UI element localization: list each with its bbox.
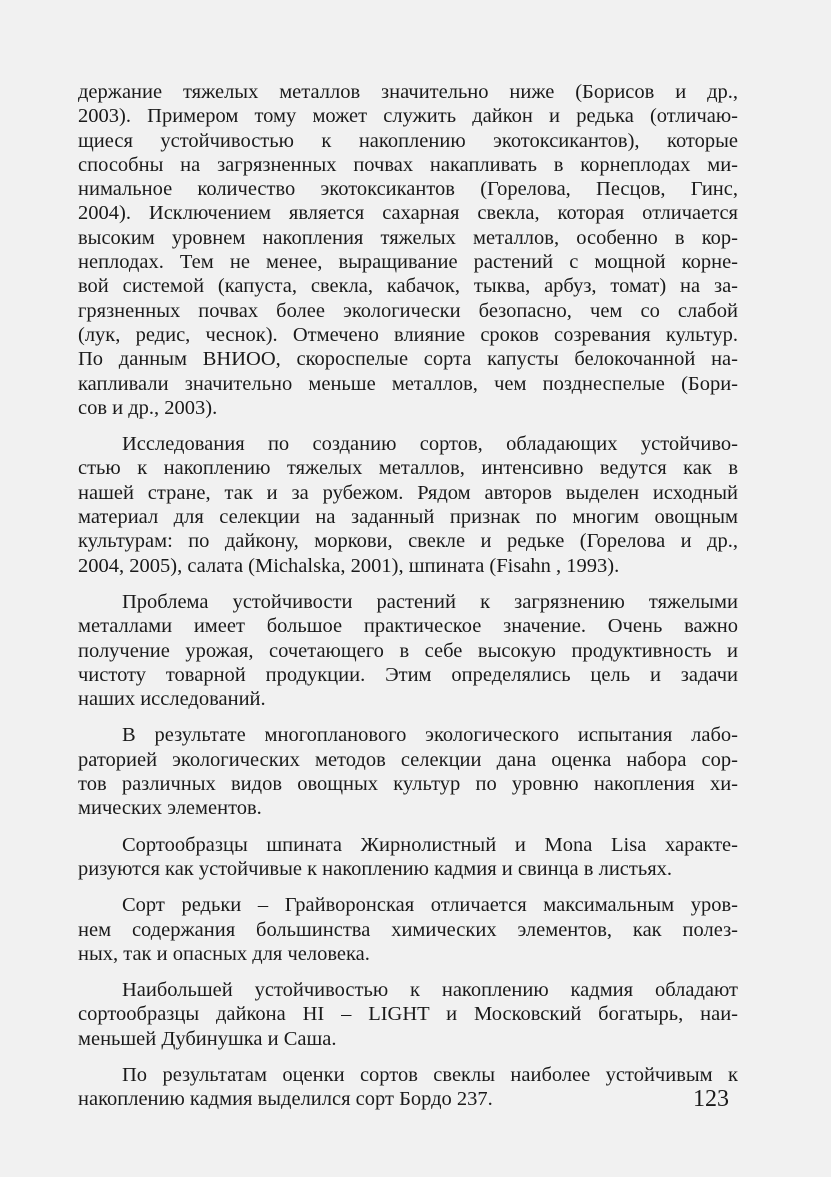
text-line: Наибольшей устойчивостью к накоплению кадмия обладают [122, 979, 738, 1002]
text-line: Проблема устойчивости растений к загрязнению тяжелыми [122, 590, 738, 613]
text-line: По данным ВНИОО, скороспелые сорта капусты белокочанной на- [78, 348, 738, 371]
text-line: ризуются как устойчивые к накоплению кадмия и свинца в листьях. [78, 857, 672, 880]
text-line: материал для селекции на заданный признак по многим овощным [78, 506, 738, 529]
text-line: ных, так и опасных для человека. [78, 942, 370, 965]
text-line: По результатам оценки сортов свеклы наиболее устойчивым к [122, 1063, 738, 1086]
text-line: чистоту товарной продукции. Этим определялись цель и задачи [78, 663, 738, 686]
text-line: раторией экологических методов селекции дана оценка набора сор- [78, 748, 738, 771]
text-line: 2004, 2005), салата (Michalska, 2001), шпината (Fisahn , 1993). [78, 554, 620, 577]
text-line: 2003). Примером тому может служить дайкон и редька (отличаю- [78, 105, 738, 128]
paragraph-3 [78, 590, 738, 711]
text-line: накоплению кадмия выделился сорт Бордо 237. [78, 1088, 493, 1111]
paragraph-7 [78, 978, 738, 1051]
text-line: В результате многопланового экологического испытания лабо- [122, 724, 738, 747]
text-line: получение урожая, сочетающего в себе высокую продуктивность и [78, 639, 738, 662]
text-line: грязненных почвах более экологически безопасно, чем со слабой [78, 299, 738, 322]
text-line: Сортообразцы шпината Жирнолистный и Mona Lisa характе- [122, 833, 738, 856]
text-line: способны на загрязненных почвах накапливать в корнеплодах ми- [78, 153, 738, 176]
text-line: (лук, редис, чеснок). Отмечено влияние сроков созревания культур. [78, 323, 738, 346]
text-line: наших исследований. [78, 688, 266, 711]
text-line: металлами имеет большое практическое значение. Очень важно [78, 615, 738, 638]
text-line: 2004). Исключением является сахарная свекла, которая отличается [78, 202, 738, 225]
text-line: капливали значительно меньше металлов, чем позднеспелые (Бори- [78, 372, 738, 395]
paragraph-1 [78, 80, 738, 420]
text-line: неплодах. Тем не менее, выращивание растений с мощной корне- [78, 251, 738, 274]
text-line: вой системой (капуста, свекла, кабачок, тыква, арбуз, томат) на за- [78, 275, 738, 298]
paragraph-4 [78, 723, 738, 820]
text-line: нимальное количество экотоксикантов (Горелова, Песцов, Гинс, [78, 178, 738, 201]
text-line: мических элементов. [78, 797, 262, 820]
paragraph-8 [78, 1063, 738, 1112]
text-line: сортообразцы дайкона HI – LIGHT и Московский богатырь, наи- [78, 1003, 738, 1026]
text-line: тов различных видов овощных культур по уровню накопления хи- [78, 773, 738, 796]
paragraph-2 [78, 432, 738, 578]
text-line: держание тяжелых металлов значительно ниже (Борисов и др., [78, 81, 738, 103]
page-number: 123 [693, 1086, 729, 1112]
page-body [78, 80, 738, 1124]
text-line: нем содержания большинства химических элементов, как полез- [78, 918, 738, 941]
paragraph-6 [78, 893, 738, 966]
paragraph-5 [78, 833, 738, 882]
text-line: высоким уровнем накопления тяжелых металлов, особенно в кор- [78, 226, 738, 249]
text-line: Сорт редьки – Грайворонская отличается максимальным уров- [122, 894, 738, 917]
text-line: стью к накоплению тяжелых металлов, интенсивно ведутся как в [78, 457, 738, 480]
text-line: сов и др., 2003). [78, 396, 218, 419]
text-line: Исследования по созданию сортов, обладающих устойчиво- [122, 433, 738, 456]
text-line: щиеся устойчивостью к накоплению экотоксикантов), которые [78, 129, 738, 152]
text-line: меньшей Дубинушка и Саша. [78, 1027, 337, 1050]
text-line: культурам: по дайкону, моркови, свекле и редьке (Горелова и др., [78, 530, 738, 553]
text-line: нашей стране, так и за рубежом. Рядом авторов выделен исходный [78, 481, 738, 504]
